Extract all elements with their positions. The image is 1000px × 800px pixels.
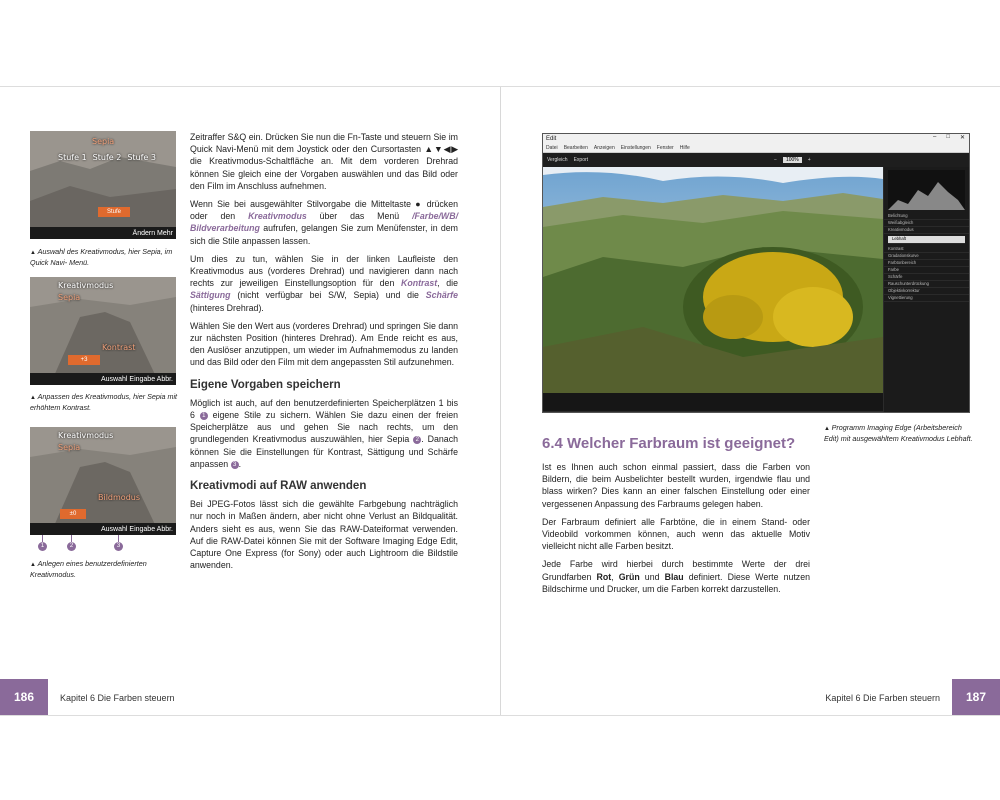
book-spread <box>0 86 1000 716</box>
histogram <box>888 170 965 210</box>
marker-2: 2 <box>67 542 76 551</box>
cam-bottom-bar: Auswahl Eingabe Abbr. <box>30 373 176 385</box>
cam-bottom-bar: Ändern Mehr <box>30 227 176 239</box>
panel-row[interactable]: Farbtonbereich <box>884 260 969 267</box>
left-page <box>0 87 500 715</box>
menu-item[interactable]: Anzeigen <box>593 145 615 151</box>
zoom-out-icon[interactable]: − <box>774 157 777 163</box>
export-button[interactable]: Export <box>573 157 589 163</box>
adjustment-panel <box>884 167 969 412</box>
panel-row[interactable]: Vignettierung <box>884 295 969 302</box>
landscape-photo <box>543 167 883 393</box>
caption-2: ▲ Anpassen des Kreativmodus, hier Sepia mit erhöhtem Kontrast. <box>30 392 178 412</box>
heading-eigene-vorgaben: Eigene Vorgaben speichern <box>190 378 341 391</box>
cam-bottom-bar: Auswahl Eingabe Abbr. <box>30 523 176 535</box>
cam-value: ±0 <box>60 509 86 519</box>
marker-1: 1 <box>38 542 47 551</box>
close-icon[interactable]: ✕ <box>959 135 965 141</box>
left-body-text <box>190 131 458 578</box>
cam-label: Sepia <box>92 137 115 146</box>
cam-label: Bildmodus <box>98 493 141 502</box>
panel-row[interactable]: Schärfe <box>884 274 969 281</box>
marker-ref: 3 <box>231 461 239 469</box>
marker-ref: 2 <box>413 436 421 444</box>
panel-row[interactable]: Farbe <box>884 267 969 274</box>
filmstrip[interactable] <box>543 393 883 411</box>
minimize-icon[interactable]: – <box>933 134 937 140</box>
menu-item[interactable]: Datei <box>546 145 558 151</box>
page-number-right: 187 <box>952 679 1000 715</box>
right-body-text <box>542 461 810 601</box>
panel-row[interactable]: Kontrast <box>884 246 969 253</box>
camera-screenshot-contrast <box>30 277 176 385</box>
menu-item[interactable]: Einstellungen <box>620 145 651 151</box>
cam-label: Kontrast <box>102 343 136 352</box>
cam-label: Kreativmodus <box>58 281 114 290</box>
camera-screenshot-custom <box>30 427 176 535</box>
compare-button[interactable]: Vergleich <box>547 157 568 163</box>
section-heading: 6.4 Welcher Farbraum ist geeignet? <box>542 435 796 452</box>
cam-menu-item: Stufe 1 <box>58 153 87 162</box>
panel-row[interactable]: Belichtung <box>884 213 969 220</box>
cam-menu-item: Stufe 3 <box>127 153 156 162</box>
caption-1: ▲ Auswahl des Kreativmodus, hier Sepia, im Quick Navi- Menü. <box>30 247 173 267</box>
app-toolbar <box>543 153 969 167</box>
paragraph: Um dies zu tun, wählen Sie in der linken Laufleiste den Kreativmodus aus (vorderes Drehrad) und navigieren dann nach rechts zur jeweiligen Einstellungsoption für den Kontrast, die Sättigung (nicht verfügbar bei S/W, Sepia) und die Schärfe (hinteres Drehrad). <box>190 253 458 313</box>
app-title: Edit <box>546 136 557 142</box>
maximize-icon[interactable]: □ <box>946 134 950 140</box>
cam-label: Sepia <box>58 293 81 302</box>
marker-ref: 1 <box>200 412 208 420</box>
footer-left: Kapitel 6 Die Farben steuern <box>60 693 175 703</box>
imaging-edge-window <box>542 133 970 413</box>
marker-3: 3 <box>114 542 123 551</box>
creative-mode-select[interactable]: Lebhaft <box>888 236 965 244</box>
caption-3: ▲ Anlegen eines benutzerdefinierten Kreativmodus. <box>30 559 147 579</box>
zoom-in-icon[interactable]: + <box>807 157 811 163</box>
camera-screenshot-quick-navi <box>30 131 176 239</box>
panel-row[interactable]: Rauschunterdrückung <box>884 281 969 288</box>
menu-item[interactable]: Hilfe <box>679 145 690 151</box>
cam-selected-button: Stufe <box>98 207 130 217</box>
right-page <box>501 87 1000 715</box>
app-titlebar <box>543 134 969 144</box>
panel-row[interactable]: Kreativmodus <box>884 227 969 234</box>
footer-right: Kapitel 6 Die Farben steuern <box>825 693 940 703</box>
paragraph: Der Farbraum definiert alle Farbtöne, die in einem Stand- oder Videobild vorkommen können, auch wenn das aktuelle Motiv vielleicht nicht alle Farben besitzt. <box>542 516 810 552</box>
paragraph: Wählen Sie den Wert aus (vorderes Drehrad) und springen Sie dann zur nächsten Position (hinteres Drehrad). Am Ende reicht es aus, den Auslöser anzutippen, um wieder im Aufnahmemodus zu landen und das Bild oder den Film mit dem angepassten Stil aufzunehmen. <box>190 320 458 368</box>
menu-item[interactable]: Fenster <box>656 145 674 151</box>
panel-row[interactable]: Weißabgleich <box>884 220 969 227</box>
panel-row[interactable]: Objektivkorrektur <box>884 288 969 295</box>
menu-item[interactable]: Bearbeiten <box>563 145 588 151</box>
page-number-left: 186 <box>0 679 48 715</box>
cam-label: Sepia <box>58 443 81 452</box>
paragraph: Ist es Ihnen auch schon einmal passiert, dass die Farben von Bildern, die beim Ausbelichter bestellt wurden, irgendwie flau und blass wirken? Dies kann an einer falschen Einstellung oder einer vergessenen Anpassung des Farbraums gelegen haben. <box>542 462 810 509</box>
cam-label: Kreativmodus <box>58 431 114 440</box>
app-menubar <box>543 144 969 153</box>
paragraph: Zeitraffer S&Q ein. Drücken Sie nun die Fn-Taste und steuern Sie im Quick Navi-Menü mit dem Joystick oder den Cursortasten ▲▼◀▶ die Kreativmodus-Schaltfläche an. Mit dem vorderen Drehrad können Sie gleich eine der Vorgaben auswählen und das Bild oder den Film im Anschluss aufnehmen. <box>190 132 458 191</box>
paragraph: Wenn Sie bei ausgewählter Stilvorgabe die Mitteltaste ● drücken oder den Kreativmodus über das Menü /Farbe/WB/ Bildverarbeitung aufrufen, gelangen Sie zum Menüfenster, in dem sich die Stile anpassen lassen. <box>190 199 459 246</box>
heading-kreativmodi-raw: Kreativmodi auf RAW anwenden <box>190 480 367 493</box>
cam-menu-item: Stufe 2 <box>92 153 122 162</box>
paragraph: Bei JPEG-Fotos lässt sich die gewählte Farbgebung nachträglich nur noch in Maßen ändern, aber nicht ohne Verlust an Bildqualität. Anders sieht es aus, wenn Sie das RAW-Dateiformat verwenden. Auf die RAW-Datei können Sie mit der Software Imaging Edge Edit, Capture One Express (for Sony) oder auch Lightroom die Bildstile anwenden. <box>190 499 458 571</box>
paragraph: Möglich ist auch, auf den benutzerdefinierten Speicherplätzen 1 bis 6 1 eigene Stile zu sichern. Wählen Sie dazu einen der freien Speicherplätze aus und gehen Sie nach rechts, um den grundlegenden Kreativmodus auszuwählen, hier Sepia 2 . Danach können Sie die Einstellungen für Kontrast, Sättigung und Schärfe anpassen 3 . <box>190 397 458 469</box>
panel-row[interactable]: Gradationskurve <box>884 253 969 260</box>
zoom-field[interactable]: 100% <box>783 157 802 163</box>
paragraph: Jede Farbe wird hierbei durch bestimmte Werte der drei Grundfarben Rot, Grün und Blau definiert. Diese Werte nutzen Bildschirme und Drucker, um die Farben korrekt darzustellen. <box>542 559 810 594</box>
caption-app: ▲ Programm Imaging Edge (Arbeitsbereich Edit) mit ausgewähltem Kreativmodus Lebhaft. <box>824 423 973 443</box>
cam-value: +3 <box>68 355 100 365</box>
